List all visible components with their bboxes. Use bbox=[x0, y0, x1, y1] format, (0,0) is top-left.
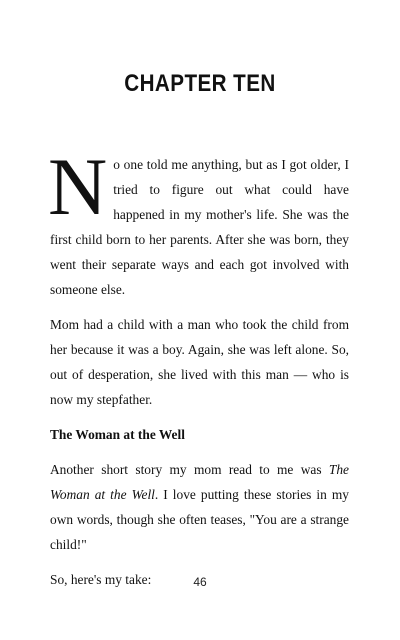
story-title-italic: The Woman at the Well bbox=[50, 462, 349, 502]
chapter-title: CHAPTER TEN bbox=[124, 70, 276, 97]
section-heading: The Woman at the Well bbox=[50, 427, 185, 442]
paragraph-opening bbox=[48, 141, 349, 302]
chapter-body bbox=[48, 141, 349, 602]
paragraph-three-start: Another short story my mom read to me was bbox=[50, 462, 329, 477]
drop-cap-letter: N bbox=[48, 141, 108, 232]
paragraph-opening-text: o one told me anything, but as I got older, I tried to figure out what could have happened in my mother's life. She was the first child born to her parents. After she was born, they went their separate ways and each got involved with someone else. bbox=[50, 157, 349, 297]
paragraph-three bbox=[50, 457, 349, 557]
page-number: 46 bbox=[193, 575, 207, 589]
paragraph-two: Mom had a child with a man who took the child from her because it was a boy. Again, she was left alone. So, out of desperation, she lived with this man — who is now my stepfather. bbox=[50, 317, 349, 407]
paragraph-three-end: . I love putting these stories in my own words, though she often teases, "You are a strange child!" bbox=[50, 487, 349, 552]
paragraph-four: So, here's my take: bbox=[50, 572, 152, 587]
